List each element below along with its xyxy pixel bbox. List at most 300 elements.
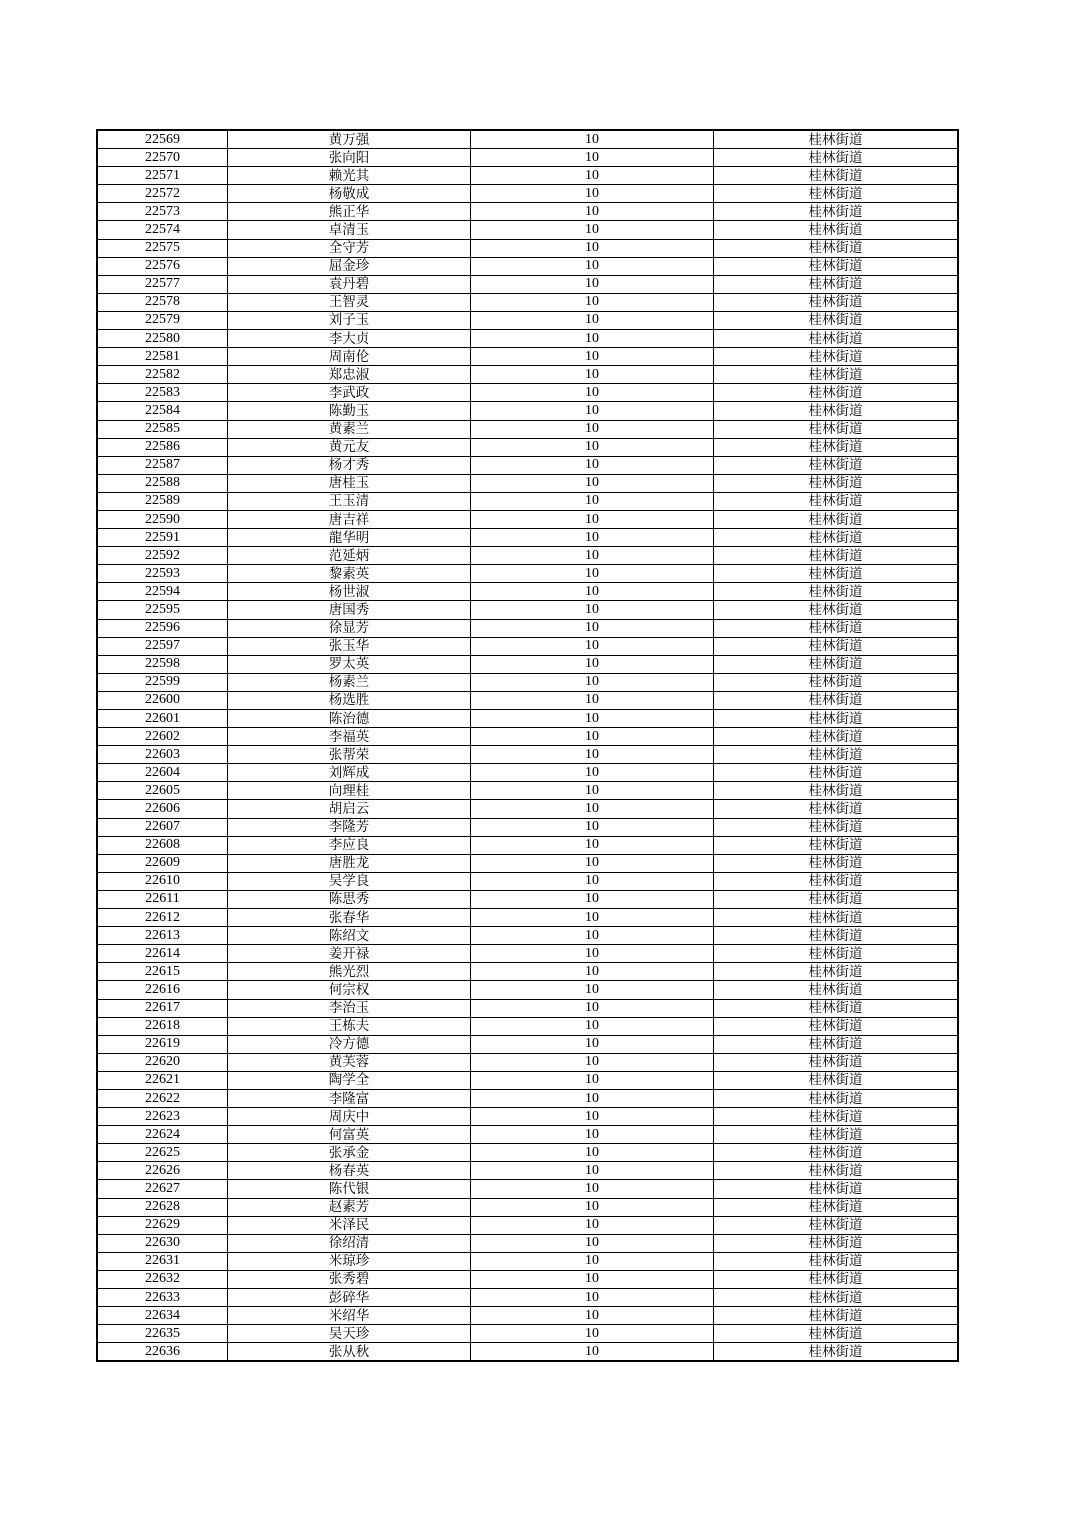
amount-cell: 10 bbox=[471, 927, 714, 945]
id-cell: 22598 bbox=[97, 655, 228, 673]
id-cell: 22595 bbox=[97, 601, 228, 619]
id-cell: 22576 bbox=[97, 257, 228, 275]
name-cell: 王栋夫 bbox=[228, 1017, 471, 1035]
street-cell: 桂林街道 bbox=[714, 1252, 959, 1270]
amount-cell: 10 bbox=[471, 1126, 714, 1144]
table-row bbox=[97, 1017, 958, 1035]
table-row bbox=[97, 782, 958, 800]
amount-cell: 10 bbox=[471, 854, 714, 872]
street-cell: 桂林街道 bbox=[714, 311, 959, 329]
street-cell: 桂林街道 bbox=[714, 601, 959, 619]
name-cell: 黎素英 bbox=[228, 565, 471, 583]
name-cell: 冷方德 bbox=[228, 1035, 471, 1053]
id-cell: 22590 bbox=[97, 510, 228, 528]
table-row bbox=[97, 402, 958, 420]
table-row bbox=[97, 420, 958, 438]
table-row bbox=[97, 130, 958, 149]
amount-cell: 10 bbox=[471, 474, 714, 492]
table-row bbox=[97, 384, 958, 402]
amount-cell: 10 bbox=[471, 710, 714, 728]
street-cell: 桂林街道 bbox=[714, 782, 959, 800]
name-cell: 陈治德 bbox=[228, 710, 471, 728]
id-cell: 22581 bbox=[97, 348, 228, 366]
table-row bbox=[97, 529, 958, 547]
street-cell: 桂林街道 bbox=[714, 239, 959, 257]
amount-cell: 10 bbox=[471, 800, 714, 818]
id-cell: 22579 bbox=[97, 311, 228, 329]
street-cell: 桂林街道 bbox=[714, 1343, 959, 1362]
amount-cell: 10 bbox=[471, 601, 714, 619]
table-row bbox=[97, 746, 958, 764]
id-cell: 22636 bbox=[97, 1343, 228, 1362]
street-cell: 桂林街道 bbox=[714, 1071, 959, 1089]
street-cell: 桂林街道 bbox=[714, 1126, 959, 1144]
amount-cell: 10 bbox=[471, 1035, 714, 1053]
street-cell: 桂林街道 bbox=[714, 130, 959, 149]
id-cell: 22616 bbox=[97, 981, 228, 999]
id-cell: 22578 bbox=[97, 293, 228, 311]
street-cell: 桂林街道 bbox=[714, 1234, 959, 1252]
amount-cell: 10 bbox=[471, 782, 714, 800]
name-cell: 刘辉成 bbox=[228, 764, 471, 782]
table-row bbox=[97, 981, 958, 999]
street-cell: 桂林街道 bbox=[714, 529, 959, 547]
name-cell: 吴天珍 bbox=[228, 1325, 471, 1343]
id-cell: 22604 bbox=[97, 764, 228, 782]
amount-cell: 10 bbox=[471, 1053, 714, 1071]
name-cell: 黄元友 bbox=[228, 438, 471, 456]
id-cell: 22622 bbox=[97, 1089, 228, 1107]
street-cell: 桂林街道 bbox=[714, 474, 959, 492]
amount-cell: 10 bbox=[471, 402, 714, 420]
name-cell: 张承金 bbox=[228, 1144, 471, 1162]
name-cell: 米绍华 bbox=[228, 1307, 471, 1325]
amount-cell: 10 bbox=[471, 1252, 714, 1270]
name-cell: 王玉清 bbox=[228, 492, 471, 510]
id-cell: 22607 bbox=[97, 818, 228, 836]
street-cell: 桂林街道 bbox=[714, 637, 959, 655]
amount-cell: 10 bbox=[471, 311, 714, 329]
street-cell: 桂林街道 bbox=[714, 927, 959, 945]
id-cell: 22573 bbox=[97, 203, 228, 221]
street-cell: 桂林街道 bbox=[714, 1162, 959, 1180]
amount-cell: 10 bbox=[471, 293, 714, 311]
street-cell: 桂林街道 bbox=[714, 257, 959, 275]
id-cell: 22629 bbox=[97, 1216, 228, 1234]
amount-cell: 10 bbox=[471, 348, 714, 366]
table-row bbox=[97, 1307, 958, 1325]
name-cell: 李福英 bbox=[228, 728, 471, 746]
name-cell: 张春华 bbox=[228, 909, 471, 927]
amount-cell: 10 bbox=[471, 130, 714, 149]
name-cell: 米琼珍 bbox=[228, 1252, 471, 1270]
name-cell: 何宗权 bbox=[228, 981, 471, 999]
id-cell: 22626 bbox=[97, 1162, 228, 1180]
name-cell: 彭碎华 bbox=[228, 1289, 471, 1307]
id-cell: 22587 bbox=[97, 456, 228, 474]
name-cell: 全守芳 bbox=[228, 239, 471, 257]
table-row bbox=[97, 167, 958, 185]
name-cell: 吴学良 bbox=[228, 872, 471, 890]
street-cell: 桂林街道 bbox=[714, 764, 959, 782]
name-cell: 李治玉 bbox=[228, 999, 471, 1017]
amount-cell: 10 bbox=[471, 529, 714, 547]
amount-cell: 10 bbox=[471, 185, 714, 203]
table-row bbox=[97, 149, 958, 167]
street-cell: 桂林街道 bbox=[714, 890, 959, 908]
table-row bbox=[97, 275, 958, 293]
street-cell: 桂林街道 bbox=[714, 420, 959, 438]
street-cell: 桂林街道 bbox=[714, 1180, 959, 1198]
id-cell: 22585 bbox=[97, 420, 228, 438]
name-cell: 陈勤玉 bbox=[228, 402, 471, 420]
id-cell: 22634 bbox=[97, 1307, 228, 1325]
amount-cell: 10 bbox=[471, 909, 714, 927]
amount-cell: 10 bbox=[471, 1144, 714, 1162]
id-cell: 22591 bbox=[97, 529, 228, 547]
table-row bbox=[97, 1035, 958, 1053]
table-row bbox=[97, 890, 958, 908]
id-cell: 22635 bbox=[97, 1325, 228, 1343]
table-row bbox=[97, 239, 958, 257]
table-row bbox=[97, 510, 958, 528]
amount-cell: 10 bbox=[471, 691, 714, 709]
street-cell: 桂林街道 bbox=[714, 746, 959, 764]
table-row bbox=[97, 185, 958, 203]
name-cell: 龍华明 bbox=[228, 529, 471, 547]
street-cell: 桂林街道 bbox=[714, 836, 959, 854]
amount-cell: 10 bbox=[471, 999, 714, 1017]
table-row bbox=[97, 601, 958, 619]
amount-cell: 10 bbox=[471, 438, 714, 456]
street-cell: 桂林街道 bbox=[714, 547, 959, 565]
id-cell: 22577 bbox=[97, 275, 228, 293]
id-cell: 22570 bbox=[97, 149, 228, 167]
name-cell: 李应良 bbox=[228, 836, 471, 854]
name-cell: 周南伦 bbox=[228, 348, 471, 366]
table-row bbox=[97, 818, 958, 836]
table-row bbox=[97, 547, 958, 565]
name-cell: 张秀碧 bbox=[228, 1270, 471, 1288]
id-cell: 22574 bbox=[97, 221, 228, 239]
street-cell: 桂林街道 bbox=[714, 185, 959, 203]
amount-cell: 10 bbox=[471, 510, 714, 528]
id-cell: 22617 bbox=[97, 999, 228, 1017]
id-cell: 22614 bbox=[97, 945, 228, 963]
amount-cell: 10 bbox=[471, 257, 714, 275]
street-cell: 桂林街道 bbox=[714, 710, 959, 728]
street-cell: 桂林街道 bbox=[714, 1325, 959, 1343]
id-cell: 22603 bbox=[97, 746, 228, 764]
street-cell: 桂林街道 bbox=[714, 854, 959, 872]
table-row bbox=[97, 366, 958, 384]
name-cell: 罗太英 bbox=[228, 655, 471, 673]
id-cell: 22615 bbox=[97, 963, 228, 981]
street-cell: 桂林街道 bbox=[714, 1198, 959, 1216]
table-row bbox=[97, 854, 958, 872]
name-cell: 黄万强 bbox=[228, 130, 471, 149]
street-cell: 桂林街道 bbox=[714, 1144, 959, 1162]
amount-cell: 10 bbox=[471, 655, 714, 673]
name-cell: 熊正华 bbox=[228, 203, 471, 221]
table-row bbox=[97, 293, 958, 311]
id-cell: 22569 bbox=[97, 130, 228, 149]
id-cell: 22593 bbox=[97, 565, 228, 583]
name-cell: 卓清玉 bbox=[228, 221, 471, 239]
name-cell: 袁丹碧 bbox=[228, 275, 471, 293]
id-cell: 22582 bbox=[97, 366, 228, 384]
amount-cell: 10 bbox=[471, 1198, 714, 1216]
name-cell: 黄素兰 bbox=[228, 420, 471, 438]
street-cell: 桂林街道 bbox=[714, 384, 959, 402]
name-cell: 向理桂 bbox=[228, 782, 471, 800]
name-cell: 屈金珍 bbox=[228, 257, 471, 275]
street-cell: 桂林街道 bbox=[714, 330, 959, 348]
roster-table bbox=[96, 129, 959, 1362]
table-row bbox=[97, 203, 958, 221]
name-cell: 陈代银 bbox=[228, 1180, 471, 1198]
name-cell: 张从秋 bbox=[228, 1343, 471, 1362]
amount-cell: 10 bbox=[471, 1289, 714, 1307]
street-cell: 桂林街道 bbox=[714, 963, 959, 981]
id-cell: 22619 bbox=[97, 1035, 228, 1053]
id-cell: 22630 bbox=[97, 1234, 228, 1252]
id-cell: 22597 bbox=[97, 637, 228, 655]
id-cell: 22600 bbox=[97, 691, 228, 709]
amount-cell: 10 bbox=[471, 836, 714, 854]
street-cell: 桂林街道 bbox=[714, 1270, 959, 1288]
amount-cell: 10 bbox=[471, 492, 714, 510]
id-cell: 22602 bbox=[97, 728, 228, 746]
amount-cell: 10 bbox=[471, 1270, 714, 1288]
table-row bbox=[97, 330, 958, 348]
amount-cell: 10 bbox=[471, 275, 714, 293]
table-row bbox=[97, 1252, 958, 1270]
id-cell: 22594 bbox=[97, 583, 228, 601]
roster-table-body bbox=[97, 130, 958, 1361]
street-cell: 桂林街道 bbox=[714, 510, 959, 528]
name-cell: 姜开禄 bbox=[228, 945, 471, 963]
street-cell: 桂林街道 bbox=[714, 1289, 959, 1307]
name-cell: 杨素兰 bbox=[228, 673, 471, 691]
amount-cell: 10 bbox=[471, 420, 714, 438]
name-cell: 杨春英 bbox=[228, 1162, 471, 1180]
table-row bbox=[97, 1144, 958, 1162]
table-row bbox=[97, 710, 958, 728]
amount-cell: 10 bbox=[471, 1343, 714, 1362]
amount-cell: 10 bbox=[471, 330, 714, 348]
street-cell: 桂林街道 bbox=[714, 167, 959, 185]
amount-cell: 10 bbox=[471, 673, 714, 691]
street-cell: 桂林街道 bbox=[714, 456, 959, 474]
table-row bbox=[97, 1089, 958, 1107]
id-cell: 22623 bbox=[97, 1108, 228, 1126]
amount-cell: 10 bbox=[471, 366, 714, 384]
id-cell: 22620 bbox=[97, 1053, 228, 1071]
table-row bbox=[97, 311, 958, 329]
name-cell: 徐绍清 bbox=[228, 1234, 471, 1252]
id-cell: 22608 bbox=[97, 836, 228, 854]
name-cell: 李武政 bbox=[228, 384, 471, 402]
amount-cell: 10 bbox=[471, 1216, 714, 1234]
table-row bbox=[97, 1343, 958, 1362]
name-cell: 陈绍文 bbox=[228, 927, 471, 945]
id-cell: 22580 bbox=[97, 330, 228, 348]
table-row bbox=[97, 872, 958, 890]
name-cell: 徐显芳 bbox=[228, 619, 471, 637]
name-cell: 李大贞 bbox=[228, 330, 471, 348]
amount-cell: 10 bbox=[471, 1234, 714, 1252]
amount-cell: 10 bbox=[471, 963, 714, 981]
street-cell: 桂林街道 bbox=[714, 999, 959, 1017]
id-cell: 22583 bbox=[97, 384, 228, 402]
street-cell: 桂林街道 bbox=[714, 438, 959, 456]
name-cell: 刘子玉 bbox=[228, 311, 471, 329]
table-row bbox=[97, 637, 958, 655]
street-cell: 桂林街道 bbox=[714, 1035, 959, 1053]
name-cell: 王智灵 bbox=[228, 293, 471, 311]
amount-cell: 10 bbox=[471, 1162, 714, 1180]
table-row bbox=[97, 1071, 958, 1089]
table-row bbox=[97, 963, 958, 981]
street-cell: 桂林街道 bbox=[714, 728, 959, 746]
table-row bbox=[97, 691, 958, 709]
amount-cell: 10 bbox=[471, 764, 714, 782]
id-cell: 22589 bbox=[97, 492, 228, 510]
id-cell: 22613 bbox=[97, 927, 228, 945]
table-row bbox=[97, 764, 958, 782]
name-cell: 陶学全 bbox=[228, 1071, 471, 1089]
amount-cell: 10 bbox=[471, 1325, 714, 1343]
street-cell: 桂林街道 bbox=[714, 1216, 959, 1234]
name-cell: 杨才秀 bbox=[228, 456, 471, 474]
id-cell: 22618 bbox=[97, 1017, 228, 1035]
id-cell: 22610 bbox=[97, 872, 228, 890]
table-row bbox=[97, 565, 958, 583]
table-row bbox=[97, 1234, 958, 1252]
id-cell: 22627 bbox=[97, 1180, 228, 1198]
street-cell: 桂林街道 bbox=[714, 1089, 959, 1107]
name-cell: 张玉华 bbox=[228, 637, 471, 655]
amount-cell: 10 bbox=[471, 890, 714, 908]
id-cell: 22633 bbox=[97, 1289, 228, 1307]
table-row bbox=[97, 1325, 958, 1343]
amount-cell: 10 bbox=[471, 1180, 714, 1198]
amount-cell: 10 bbox=[471, 728, 714, 746]
name-cell: 唐吉祥 bbox=[228, 510, 471, 528]
name-cell: 杨选胜 bbox=[228, 691, 471, 709]
street-cell: 桂林街道 bbox=[714, 872, 959, 890]
amount-cell: 10 bbox=[471, 1017, 714, 1035]
street-cell: 桂林街道 bbox=[714, 149, 959, 167]
table-row bbox=[97, 728, 958, 746]
amount-cell: 10 bbox=[471, 547, 714, 565]
name-cell: 杨敬成 bbox=[228, 185, 471, 203]
amount-cell: 10 bbox=[471, 221, 714, 239]
table-row bbox=[97, 438, 958, 456]
name-cell: 周庆中 bbox=[228, 1108, 471, 1126]
street-cell: 桂林街道 bbox=[714, 1017, 959, 1035]
street-cell: 桂林街道 bbox=[714, 492, 959, 510]
table-row bbox=[97, 492, 958, 510]
id-cell: 22592 bbox=[97, 547, 228, 565]
table-row bbox=[97, 800, 958, 818]
table-row bbox=[97, 945, 958, 963]
amount-cell: 10 bbox=[471, 1071, 714, 1089]
id-cell: 22612 bbox=[97, 909, 228, 927]
name-cell: 赖光其 bbox=[228, 167, 471, 185]
name-cell: 黄芙蓉 bbox=[228, 1053, 471, 1071]
name-cell: 赵素芳 bbox=[228, 1198, 471, 1216]
amount-cell: 10 bbox=[471, 384, 714, 402]
street-cell: 桂林街道 bbox=[714, 1108, 959, 1126]
id-cell: 22611 bbox=[97, 890, 228, 908]
id-cell: 22632 bbox=[97, 1270, 228, 1288]
name-cell: 唐桂玉 bbox=[228, 474, 471, 492]
street-cell: 桂林街道 bbox=[714, 565, 959, 583]
table-row bbox=[97, 673, 958, 691]
table-row bbox=[97, 456, 958, 474]
table-row bbox=[97, 1053, 958, 1071]
street-cell: 桂林街道 bbox=[714, 619, 959, 637]
street-cell: 桂林街道 bbox=[714, 348, 959, 366]
amount-cell: 10 bbox=[471, 1089, 714, 1107]
table-row bbox=[97, 1198, 958, 1216]
table-row bbox=[97, 909, 958, 927]
table-row bbox=[97, 221, 958, 239]
id-cell: 22586 bbox=[97, 438, 228, 456]
street-cell: 桂林街道 bbox=[714, 366, 959, 384]
id-cell: 22588 bbox=[97, 474, 228, 492]
amount-cell: 10 bbox=[471, 239, 714, 257]
name-cell: 张帮荣 bbox=[228, 746, 471, 764]
id-cell: 22596 bbox=[97, 619, 228, 637]
table-row bbox=[97, 836, 958, 854]
id-cell: 22575 bbox=[97, 239, 228, 257]
street-cell: 桂林街道 bbox=[714, 1053, 959, 1071]
name-cell: 杨世淑 bbox=[228, 583, 471, 601]
table-row bbox=[97, 583, 958, 601]
id-cell: 22572 bbox=[97, 185, 228, 203]
name-cell: 李隆富 bbox=[228, 1089, 471, 1107]
street-cell: 桂林街道 bbox=[714, 981, 959, 999]
table-row bbox=[97, 1108, 958, 1126]
street-cell: 桂林街道 bbox=[714, 691, 959, 709]
amount-cell: 10 bbox=[471, 981, 714, 999]
table-row bbox=[97, 1126, 958, 1144]
name-cell: 何富英 bbox=[228, 1126, 471, 1144]
table-row bbox=[97, 257, 958, 275]
street-cell: 桂林街道 bbox=[714, 909, 959, 927]
amount-cell: 10 bbox=[471, 1307, 714, 1325]
id-cell: 22621 bbox=[97, 1071, 228, 1089]
street-cell: 桂林街道 bbox=[714, 818, 959, 836]
id-cell: 22631 bbox=[97, 1252, 228, 1270]
amount-cell: 10 bbox=[471, 818, 714, 836]
id-cell: 22601 bbox=[97, 710, 228, 728]
name-cell: 唐国秀 bbox=[228, 601, 471, 619]
amount-cell: 10 bbox=[471, 565, 714, 583]
street-cell: 桂林街道 bbox=[714, 221, 959, 239]
table-row bbox=[97, 348, 958, 366]
id-cell: 22599 bbox=[97, 673, 228, 691]
name-cell: 张向阳 bbox=[228, 149, 471, 167]
street-cell: 桂林街道 bbox=[714, 945, 959, 963]
table-row bbox=[97, 619, 958, 637]
street-cell: 桂林街道 bbox=[714, 275, 959, 293]
amount-cell: 10 bbox=[471, 872, 714, 890]
amount-cell: 10 bbox=[471, 167, 714, 185]
